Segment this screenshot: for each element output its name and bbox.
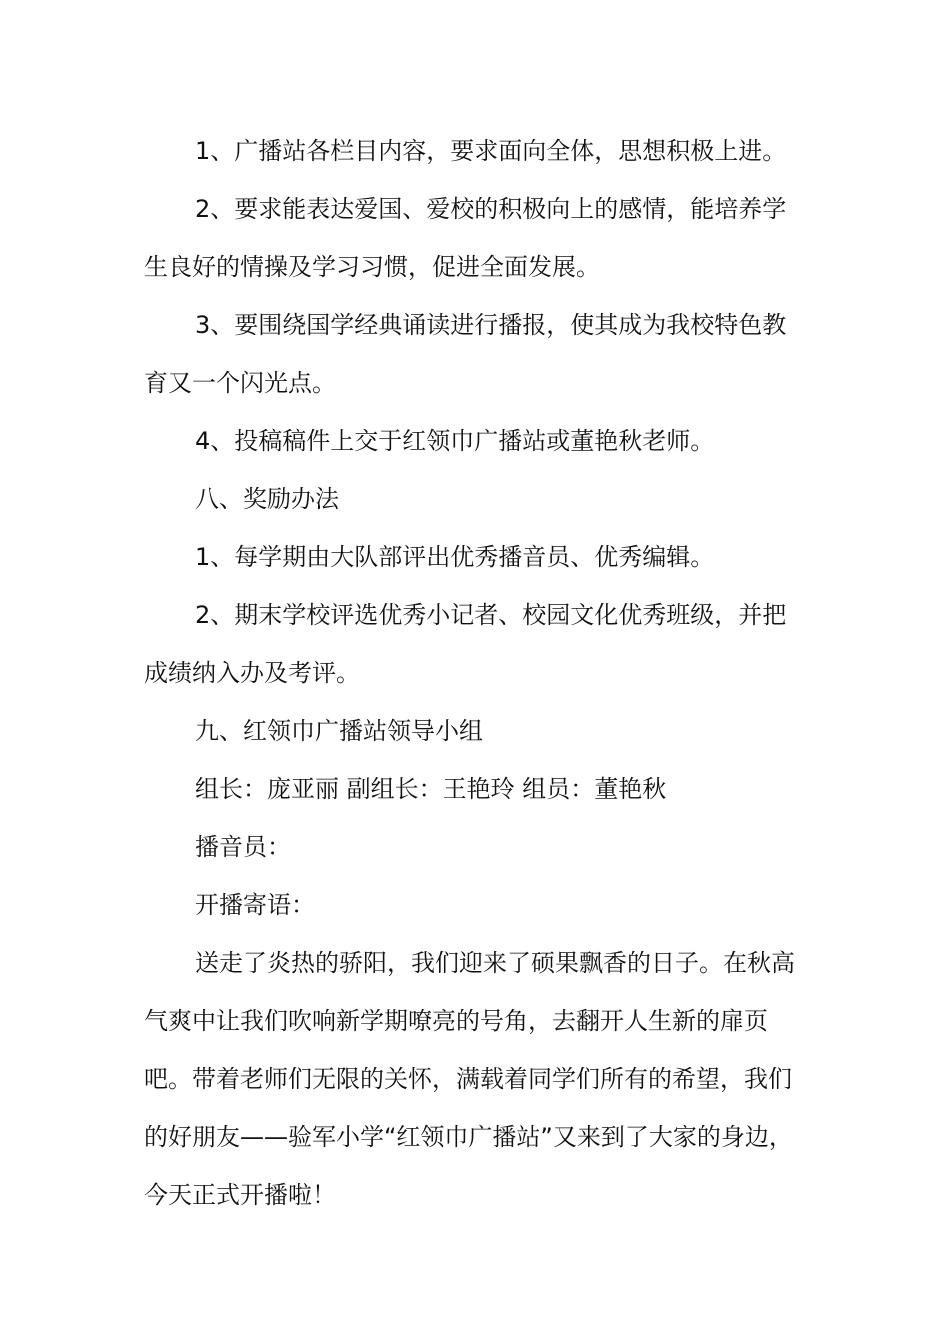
- paragraph-item-2: 2、要求能表达爱国、爱校的积极向上的感情，能培养学生良好的情操及学习习惯，促进全面发展。: [144, 195, 787, 281]
- opening-message-label: 开播寄语：: [195, 891, 315, 919]
- section-heading-leadership: 九、红领巾广播站领导小组: [195, 717, 483, 745]
- paragraph-item-3: 3、要围绕国学经典诵读进行播报，使其成为我校特色教育又一个闪光点。: [144, 311, 787, 397]
- leadership-members: 组长：庞亚丽 副组长：王艳玲 组员：董艳秋: [195, 775, 667, 803]
- announcers-label: 播音员：: [195, 833, 291, 861]
- section-heading-rewards: 八、奖励办法: [195, 485, 339, 513]
- paragraph-reward-1: 1、每学期由大队部评出优秀播音员、优秀编辑。: [195, 543, 715, 571]
- paragraph-item-1: 1、广播站各栏目内容，要求面向全体，思想积极上进。: [195, 137, 787, 165]
- paragraph-reward-2: 2、期末学校评选优秀小记者、校园文化优秀班级，并把成绩纳入办及考评。: [144, 601, 787, 687]
- document-page: [144, 122, 809, 1224]
- paragraph-item-4: 4、投稿稿件上交于红领巾广播站或董艳秋老师。: [195, 427, 715, 455]
- opening-message-body: 送走了炎热的骄阳，我们迎来了硕果飘香的日子。在秋高气爽中让我们吹响新学期嘹亮的号角，去翻开人生新的扉页吧。带着老师们无限的关怀，满载着同学们所有的希望，我们的好朋友——验军小学“红领巾广播站”又来到了大家的身边，今天正式开播啦！: [144, 949, 795, 1209]
